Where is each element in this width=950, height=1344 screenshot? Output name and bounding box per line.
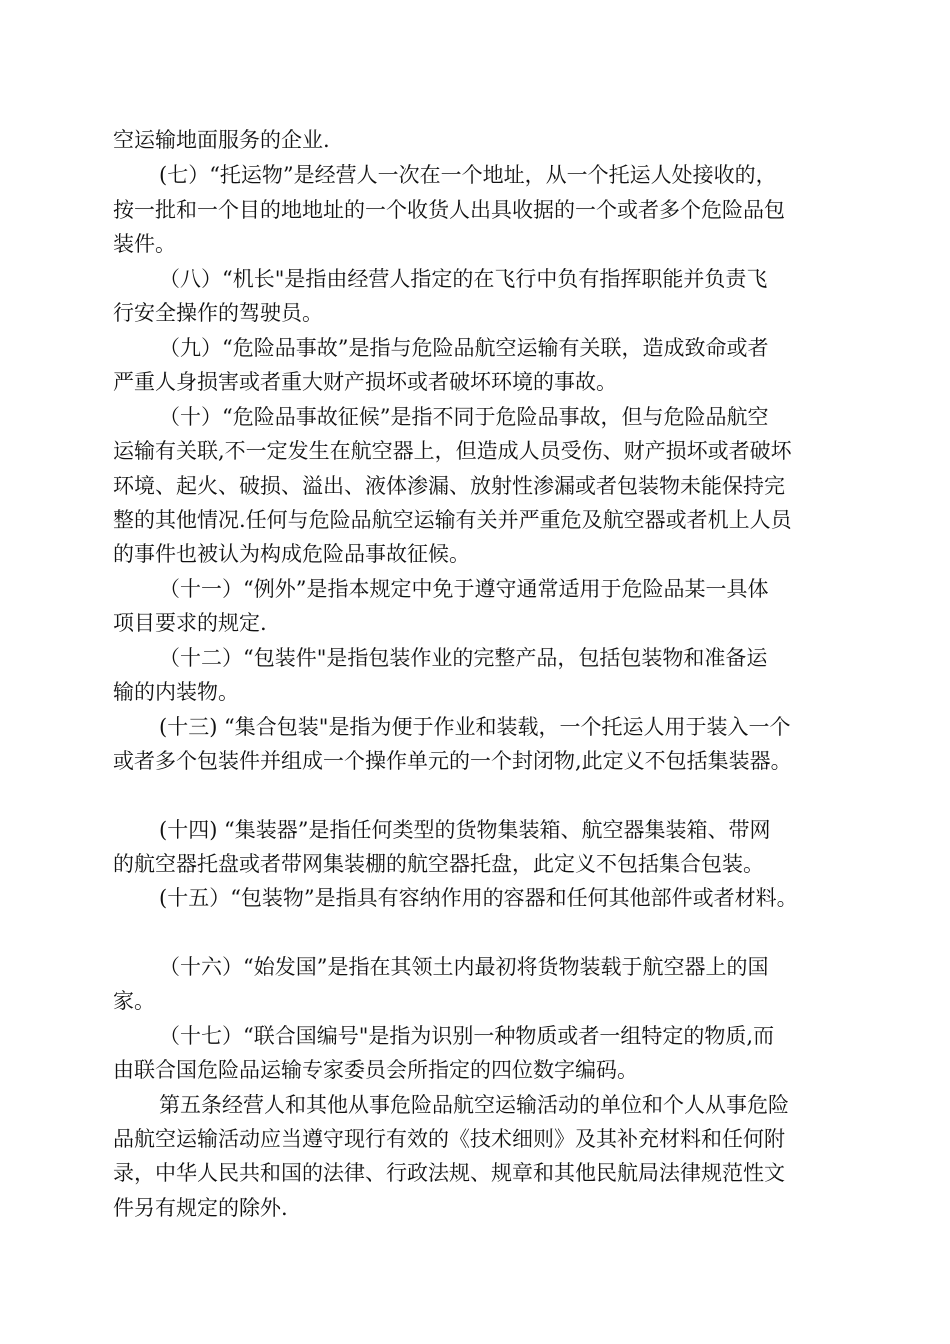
paragraph-line: 的事件也被认为构成危险品事故征候。 <box>113 542 470 566</box>
paragraph-line: （十七）“联合国编号"是指为识别一种物质或者一组特定的物质,而 <box>159 1024 775 1048</box>
paragraph-line: 行安全操作的驾驶员。 <box>113 301 323 325</box>
paragraph-line: 品航空运输活动应当遵守现行有效的《技术细则》及其补充材料和任何附 <box>113 1127 785 1151</box>
paragraph-line: 家。 <box>113 989 155 1013</box>
paragraph-line: 由联合国危险品运输专家委员会所指定的四位数字编码。 <box>113 1058 638 1082</box>
paragraph-line: 运输有关联,不一定发生在航空器上，但造成人员受伤、财产损坏或者破坏 <box>113 439 792 463</box>
paragraph-line: 环境、起火、破损、溢出、液体渗漏、放射性渗漏或者包装物未能保持完 <box>113 474 785 498</box>
paragraph-line: 项目要求的规定. <box>113 611 267 635</box>
paragraph-line: 录，中华人民共和国的法律、行政法规、规章和其他民航局法律规范性文 <box>113 1161 785 1185</box>
paragraph-line: (十三) “集合包装"是指为便于作业和装载，一个托运人用于装入一个 <box>159 715 791 739</box>
paragraph-line: 整的其他情况.任何与危险品航空运输有关并严重危及航空器或者机上人员 <box>113 508 792 532</box>
paragraph-line: （十一）“例外”是指本规定中免于遵守通常适用于危险品某一具体 <box>159 577 769 601</box>
paragraph-line: 第五条经营人和其他从事危险品航空运输活动的单位和个人从事危险 <box>159 1093 789 1117</box>
paragraph-line: 空运输地面服务的企业. <box>113 128 330 152</box>
paragraph-line: 件另有规定的除外. <box>113 1196 288 1220</box>
paragraph-line: (七）“托运物”是经营人一次在一个地址，从一个托运人处接收的， <box>159 163 777 187</box>
paragraph-line: 按一批和一个目的地地址的一个收货人出具收据的一个或者多个危险品包 <box>113 198 785 222</box>
paragraph-line: (十四) “集装器”是指任何类型的货物集装箱、航空器集装箱、带网 <box>159 818 771 842</box>
paragraph-line: 或者多个包装件并组成一个操作单元的一个封闭物,此定义不包括集装器。 <box>113 749 792 773</box>
paragraph-line: 输的内装物。 <box>113 680 239 704</box>
paragraph-line: （十二）“包装件"是指包装作业的完整产品，包括包装物和准备运 <box>159 646 768 670</box>
paragraph-line: 的航空器托盘或者带网集装棚的航空器托盘，此定义不包括集合包装。 <box>113 852 764 876</box>
paragraph-line: (十五）“包装物”是指具有容纳作用的容器和任何其他部件或者材料。 <box>159 886 798 910</box>
paragraph-line: （九）“危险品事故”是指与危险品航空运输有关联，造成致命或者 <box>159 336 769 360</box>
paragraph-line: （十六）“始发国”是指在其领土内最初将货物装载于航空器上的国 <box>159 955 769 979</box>
paragraph-line: 严重人身损害或者重大财产损坏或者破坏环境的事故。 <box>113 370 617 394</box>
paragraph-line: （十）“危险品事故征候”是指不同于危险品事故，但与危险品航空 <box>159 405 769 429</box>
paragraph-line: （八）“机长"是指由经营人指定的在飞行中负有指挥职能并负责飞 <box>159 267 768 291</box>
paragraph-line: 装件。 <box>113 232 176 256</box>
